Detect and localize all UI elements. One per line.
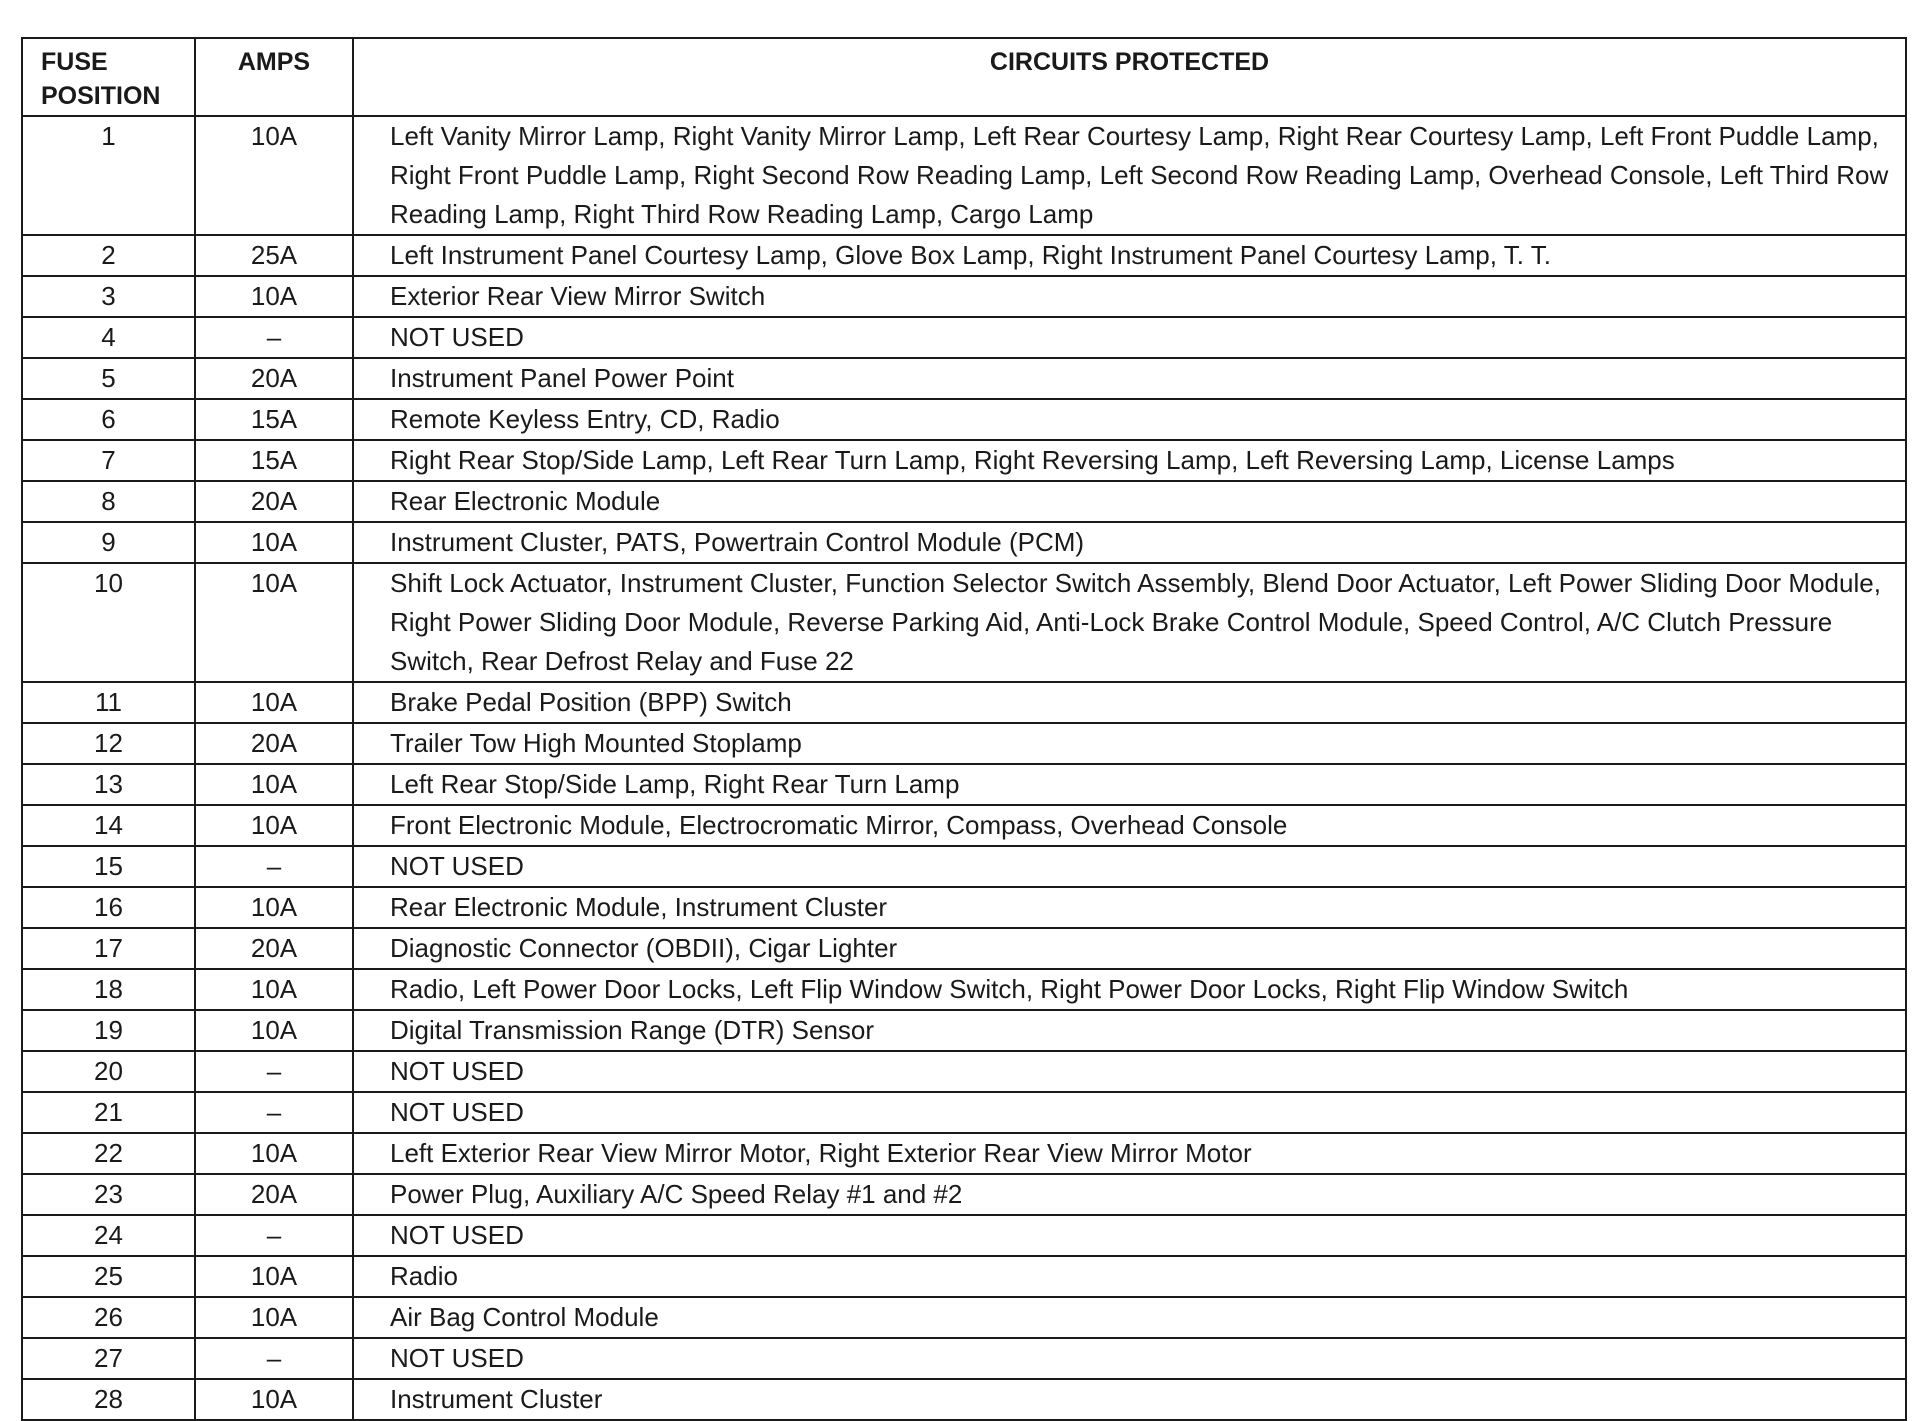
circuits-protected-cell: Remote Keyless Entry, CD, Radio — [353, 399, 1906, 440]
amps-cell: – — [195, 1338, 353, 1379]
amps-cell: – — [195, 317, 353, 358]
circuits-protected-cell: Digital Transmission Range (DTR) Sensor — [353, 1010, 1906, 1051]
circuits-protected-cell: Air Bag Control Module — [353, 1297, 1906, 1338]
amps-cell: – — [195, 1215, 353, 1256]
table-row — [22, 682, 1906, 723]
circuits-protected-cell: NOT USED — [353, 1338, 1906, 1379]
circuits-protected-cell: Radio, Left Power Door Locks, Left Flip Window Switch, Right Power Door Locks, Right Flip Window Switch — [353, 969, 1906, 1010]
fuse-position-cell: 5 — [22, 358, 195, 399]
amps-cell: 20A — [195, 723, 353, 764]
fuse-position-cell: 3 — [22, 276, 195, 317]
table-row — [22, 805, 1906, 846]
circuits-protected-cell: Instrument Cluster — [353, 1379, 1906, 1420]
circuits-protected-cell: NOT USED — [353, 1051, 1906, 1092]
circuits-protected-cell: Shift Lock Actuator, Instrument Cluster, Function Selector Switch Assembly, Blend Door Actuator, Left Power Sliding Door Module, Right Power Sliding Door Module, Reverse Parking Aid, Anti-Lock Brake Control Module, Speed Control, A/C Clutch Pressure Switch, Rear Defrost Relay and Fuse 22 — [353, 563, 1906, 682]
header-fuse-position — [22, 38, 195, 116]
table-row — [22, 440, 1906, 481]
fuse-position-cell: 18 — [22, 969, 195, 1010]
header-position-label: POSITION — [41, 82, 161, 110]
circuits-protected-cell: Left Instrument Panel Courtesy Lamp, Glove Box Lamp, Right Instrument Panel Courtesy Lamp, T. T. — [353, 235, 1906, 276]
table-row — [22, 1215, 1906, 1256]
amps-cell: 10A — [195, 887, 353, 928]
fuse-position-cell: 2 — [22, 235, 195, 276]
table-row — [22, 1092, 1906, 1133]
table-row — [22, 235, 1906, 276]
table-header — [22, 38, 1906, 116]
table-row — [22, 887, 1906, 928]
amps-cell: 20A — [195, 928, 353, 969]
table-row — [22, 1256, 1906, 1297]
circuits-protected-cell: Radio — [353, 1256, 1906, 1297]
fuse-position-cell: 17 — [22, 928, 195, 969]
fuse-position-cell: 21 — [22, 1092, 195, 1133]
circuits-protected-cell: Left Exterior Rear View Mirror Motor, Right Exterior Rear View Mirror Motor — [353, 1133, 1906, 1174]
amps-cell: 10A — [195, 1010, 353, 1051]
amps-cell: – — [195, 1051, 353, 1092]
circuits-protected-cell: NOT USED — [353, 1215, 1906, 1256]
amps-cell: 10A — [195, 522, 353, 563]
table-row — [22, 1010, 1906, 1051]
fuse-position-cell: 28 — [22, 1379, 195, 1420]
circuits-protected-cell: Diagnostic Connector (OBDII), Cigar Lighter — [353, 928, 1906, 969]
amps-cell: 10A — [195, 1379, 353, 1420]
table-row — [22, 1051, 1906, 1092]
fuse-position-cell: 23 — [22, 1174, 195, 1215]
circuits-protected-cell: Left Vanity Mirror Lamp, Right Vanity Mirror Lamp, Left Rear Courtesy Lamp, Right Rear Courtesy Lamp, Left Front Puddle Lamp, Right Front Puddle Lamp, Right Second Row Reading Lamp, Left Second Row Reading Lamp, Overhead Console, Left Third Row Reading Lamp, Right Third Row Reading Lamp, Cargo Lamp — [353, 116, 1906, 235]
table-row — [22, 1379, 1906, 1420]
table-row — [22, 846, 1906, 887]
amps-cell: 10A — [195, 969, 353, 1010]
fuse-position-cell: 14 — [22, 805, 195, 846]
amps-cell: 10A — [195, 116, 353, 235]
amps-cell: 15A — [195, 399, 353, 440]
fuse-position-cell: 12 — [22, 723, 195, 764]
amps-cell: 20A — [195, 358, 353, 399]
fuse-position-cell: 24 — [22, 1215, 195, 1256]
header-row — [22, 38, 1906, 116]
circuits-protected-cell: Front Electronic Module, Electrocromatic Mirror, Compass, Overhead Console — [353, 805, 1906, 846]
amps-cell: 20A — [195, 481, 353, 522]
fuse-position-cell: 26 — [22, 1297, 195, 1338]
fuse-position-cell: 10 — [22, 563, 195, 682]
table-row — [22, 399, 1906, 440]
fuse-position-cell: 7 — [22, 440, 195, 481]
fuse-position-cell: 1 — [22, 116, 195, 235]
circuits-protected-cell: Power Plug, Auxiliary A/C Speed Relay #1 and #2 — [353, 1174, 1906, 1215]
amps-cell: 10A — [195, 764, 353, 805]
fuse-position-cell: 6 — [22, 399, 195, 440]
amps-cell: 10A — [195, 1133, 353, 1174]
table-row — [22, 317, 1906, 358]
circuits-protected-cell: Rear Electronic Module, Instrument Cluster — [353, 887, 1906, 928]
fuse-chart — [21, 37, 1905, 1421]
amps-cell: – — [195, 846, 353, 887]
fuse-position-cell: 22 — [22, 1133, 195, 1174]
table-row — [22, 1338, 1906, 1379]
circuits-protected-cell: Exterior Rear View Mirror Switch — [353, 276, 1906, 317]
table-row — [22, 116, 1906, 235]
fuse-table — [21, 37, 1907, 1421]
circuits-protected-cell: Brake Pedal Position (BPP) Switch — [353, 682, 1906, 723]
table-row — [22, 723, 1906, 764]
amps-cell: 10A — [195, 563, 353, 682]
amps-cell: 10A — [195, 1297, 353, 1338]
amps-cell: 20A — [195, 1174, 353, 1215]
table-body — [22, 116, 1906, 1420]
circuits-protected-cell: Trailer Tow High Mounted Stoplamp — [353, 723, 1906, 764]
table-row — [22, 1297, 1906, 1338]
header-fuse-label: FUSE — [41, 48, 108, 76]
amps-cell: – — [195, 1092, 353, 1133]
amps-cell: 10A — [195, 1256, 353, 1297]
table-row — [22, 969, 1906, 1010]
table-row — [22, 481, 1906, 522]
circuits-protected-cell: Left Rear Stop/Side Lamp, Right Rear Turn Lamp — [353, 764, 1906, 805]
circuits-protected-cell: NOT USED — [353, 317, 1906, 358]
fuse-position-cell: 15 — [22, 846, 195, 887]
table-row — [22, 928, 1906, 969]
table-row — [22, 1174, 1906, 1215]
fuse-position-cell: 4 — [22, 317, 195, 358]
fuse-position-cell: 20 — [22, 1051, 195, 1092]
fuse-position-cell: 19 — [22, 1010, 195, 1051]
fuse-position-cell: 9 — [22, 522, 195, 563]
circuits-protected-cell: NOT USED — [353, 846, 1906, 887]
amps-cell: 10A — [195, 276, 353, 317]
table-row — [22, 276, 1906, 317]
circuits-protected-cell: Right Rear Stop/Side Lamp, Left Rear Turn Lamp, Right Reversing Lamp, Left Reversing Lamp, License Lamps — [353, 440, 1906, 481]
table-row — [22, 1133, 1906, 1174]
circuits-protected-cell: Rear Electronic Module — [353, 481, 1906, 522]
fuse-position-cell: 11 — [22, 682, 195, 723]
amps-cell: 10A — [195, 682, 353, 723]
fuse-position-cell: 27 — [22, 1338, 195, 1379]
amps-cell: 10A — [195, 805, 353, 846]
header-circuits-protected: CIRCUITS PROTECTED — [353, 38, 1906, 116]
amps-cell: 25A — [195, 235, 353, 276]
table-row — [22, 563, 1906, 682]
fuse-position-cell: 25 — [22, 1256, 195, 1297]
circuits-protected-cell: Instrument Panel Power Point — [353, 358, 1906, 399]
header-amps: AMPS — [195, 38, 353, 116]
fuse-position-cell: 16 — [22, 887, 195, 928]
circuits-protected-cell: Instrument Cluster, PATS, Powertrain Control Module (PCM) — [353, 522, 1906, 563]
table-row — [22, 764, 1906, 805]
fuse-position-cell: 8 — [22, 481, 195, 522]
table-row — [22, 522, 1906, 563]
amps-cell: 15A — [195, 440, 353, 481]
table-row — [22, 358, 1906, 399]
fuse-position-cell: 13 — [22, 764, 195, 805]
circuits-protected-cell: NOT USED — [353, 1092, 1906, 1133]
